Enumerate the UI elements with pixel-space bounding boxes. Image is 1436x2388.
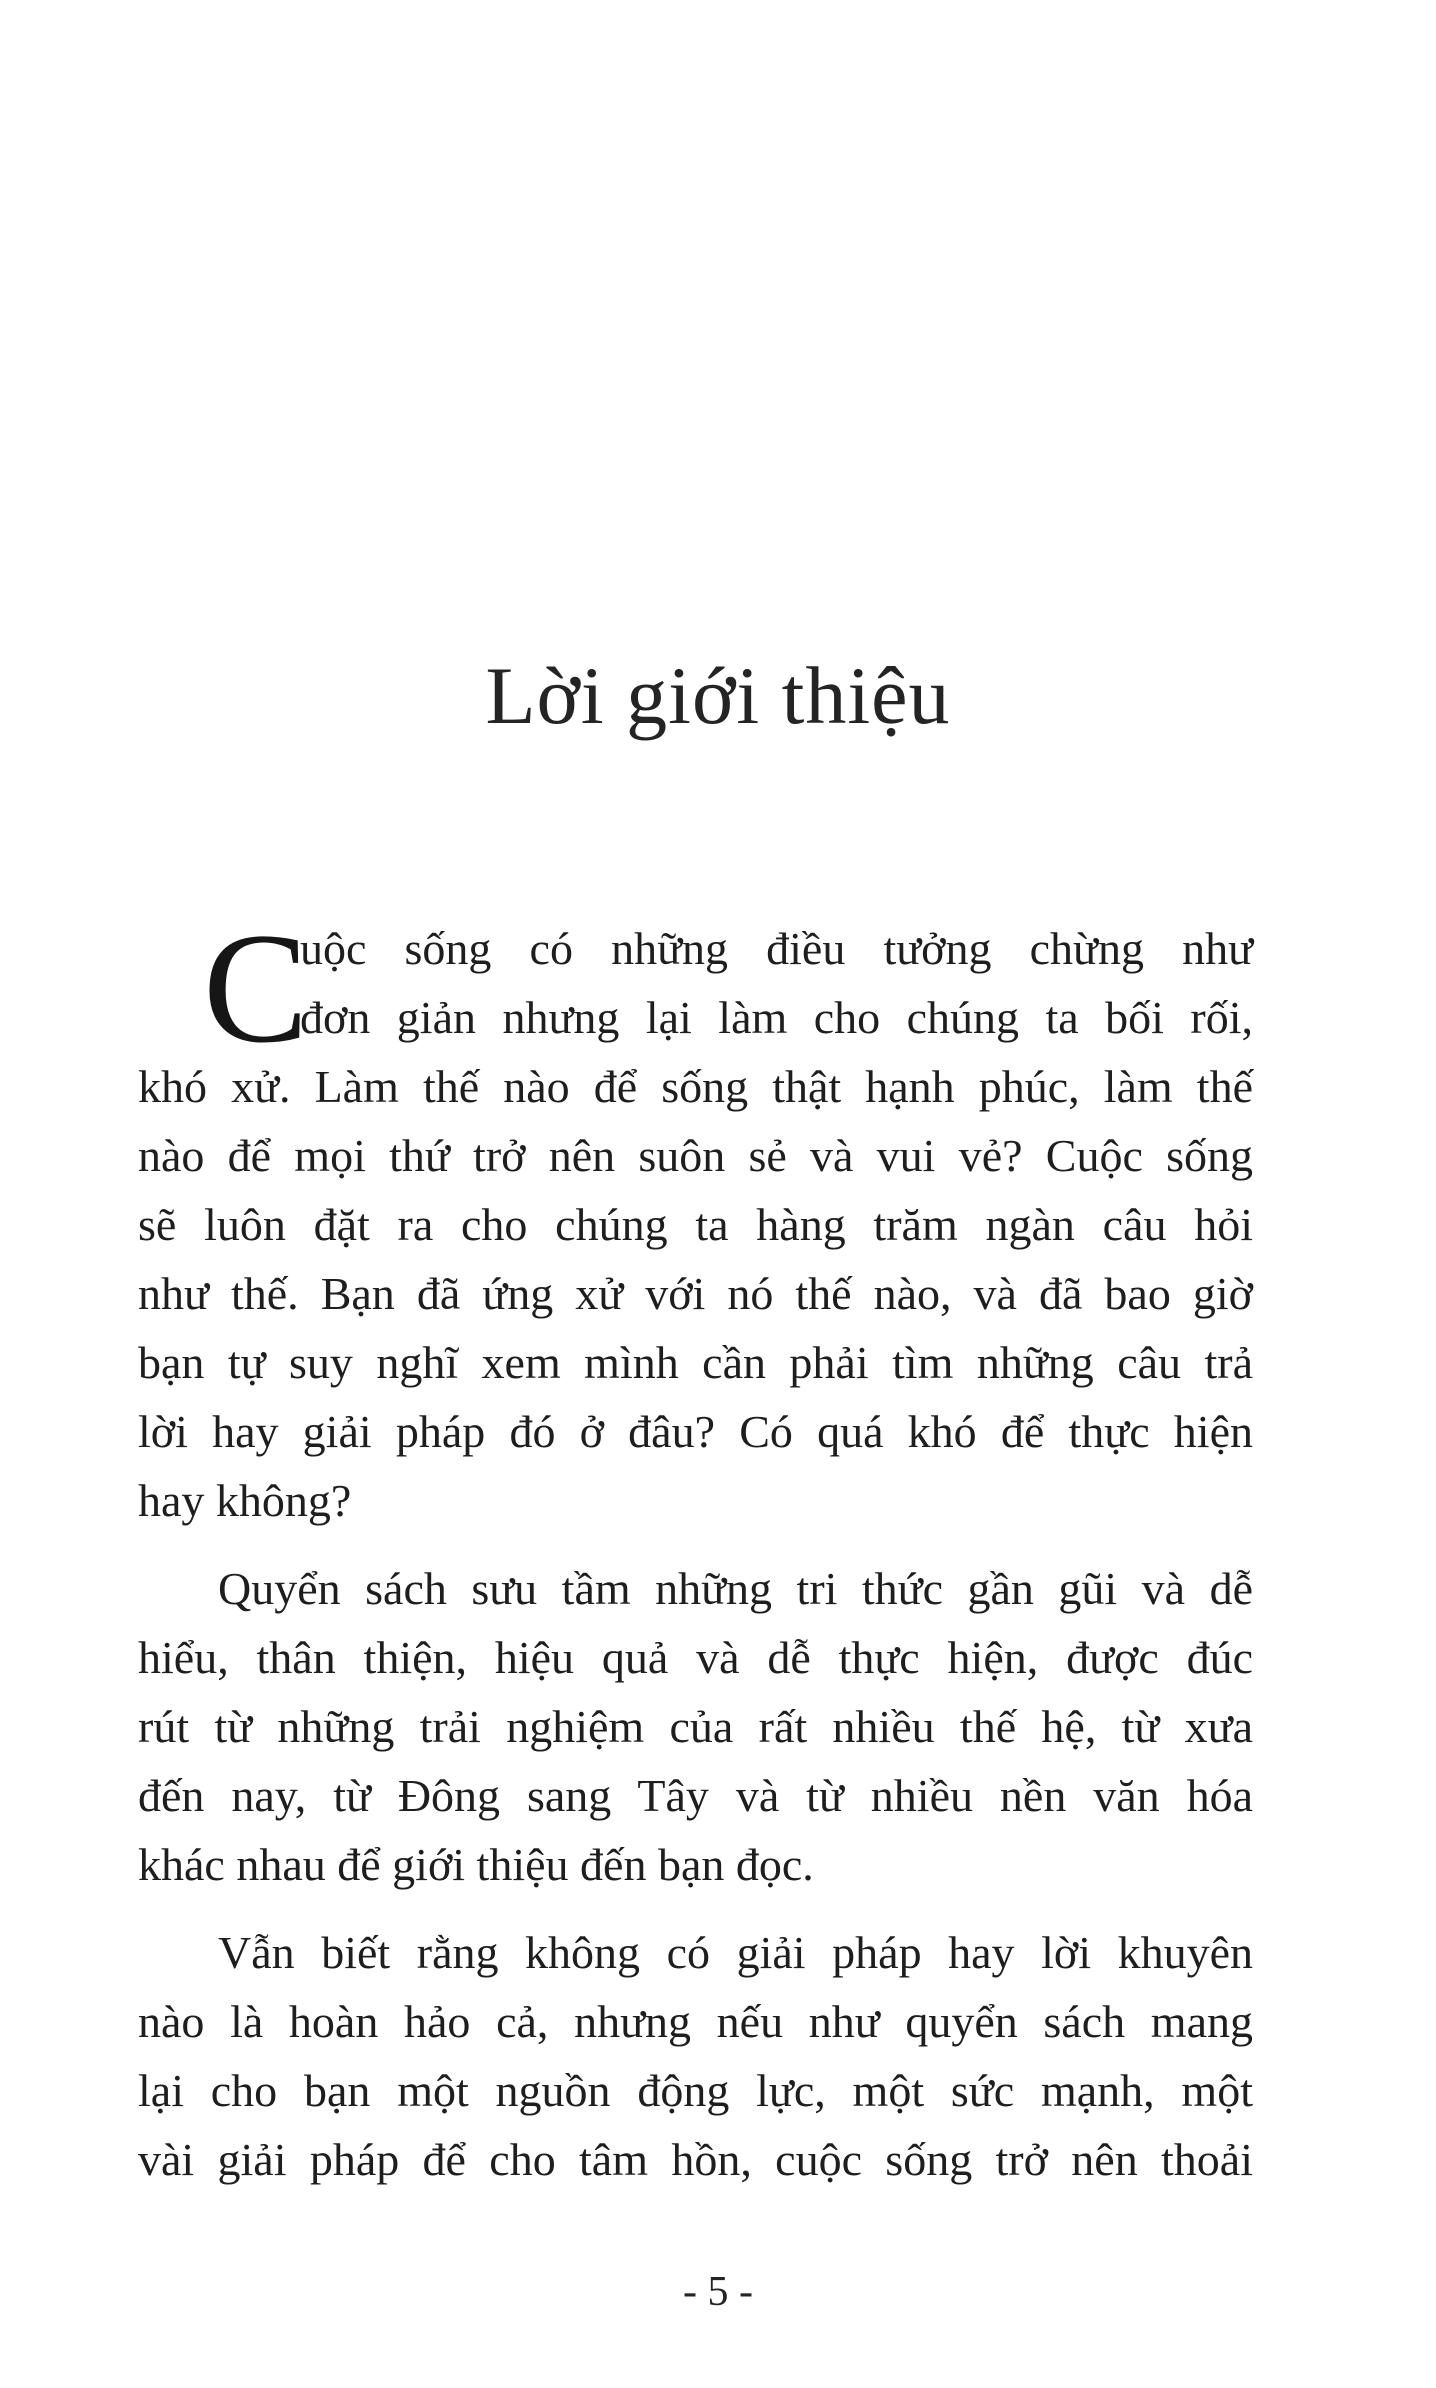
drop-cap-letter: C: [203, 900, 309, 1076]
text-line: đến nay, từ Đông sang Tây và từ nhiều nền văn hóa: [138, 1769, 1253, 1821]
paragraph-closing: [138, 1918, 1253, 2194]
paragraph-intro: [138, 900, 1253, 1535]
text-line: lại cho bạn một nguồn động lực, một sức mạnh, một: [138, 2064, 1253, 2116]
paragraph-book-description: [138, 1554, 1253, 1899]
text-line: hay không?: [138, 1474, 352, 1526]
text-line: rút từ những trải nghiệm của rất nhiều thế hệ, từ xưa: [138, 1700, 1253, 1752]
text-line: nào để mọi thứ trở nên suôn sẻ và vui vẻ? Cuộc sống: [138, 1129, 1253, 1181]
text-line: như thế. Bạn đã ứng xử với nó thế nào, và đã bao giờ: [138, 1267, 1253, 1319]
text-line: bạn tự suy nghĩ xem mình cần phải tìm những câu trả: [138, 1336, 1253, 1388]
text-line: nào là hoàn hảo cả, nhưng nếu như quyển sách mang: [138, 1995, 1253, 2047]
body-text: [138, 900, 1253, 2194]
text-line: Vẫn biết rằng không có giải pháp hay lời khuyên: [218, 1926, 1253, 1978]
text-line: Quyển sách sưu tầm những tri thức gần gũi và dễ: [218, 1562, 1253, 1614]
text-line: khác nhau để giới thiệu đến bạn đọc.: [138, 1838, 814, 1890]
page-number: - 5 -: [683, 2268, 753, 2315]
text-line: uộc sống có những điều tưởng chừng như: [300, 922, 1253, 974]
text-line: đơn giản nhưng lại làm cho chúng ta bối rối,: [300, 991, 1253, 1043]
text-line: lời hay giải pháp đó ở đâu? Có quá khó để thực hiện: [138, 1405, 1253, 1457]
text-line: hiểu, thân thiện, hiệu quả và dễ thực hiện, được đúc: [138, 1631, 1253, 1683]
chapter-title: Lời giới thiệu: [485, 649, 951, 741]
text-line: vài giải pháp để cho tâm hồn, cuộc sống trở nên thoải: [138, 2133, 1253, 2185]
text-line: sẽ luôn đặt ra cho chúng ta hàng trăm ngàn câu hỏi: [138, 1198, 1253, 1250]
text-line: khó xử. Làm thế nào để sống thật hạnh phúc, làm thế: [138, 1060, 1253, 1112]
